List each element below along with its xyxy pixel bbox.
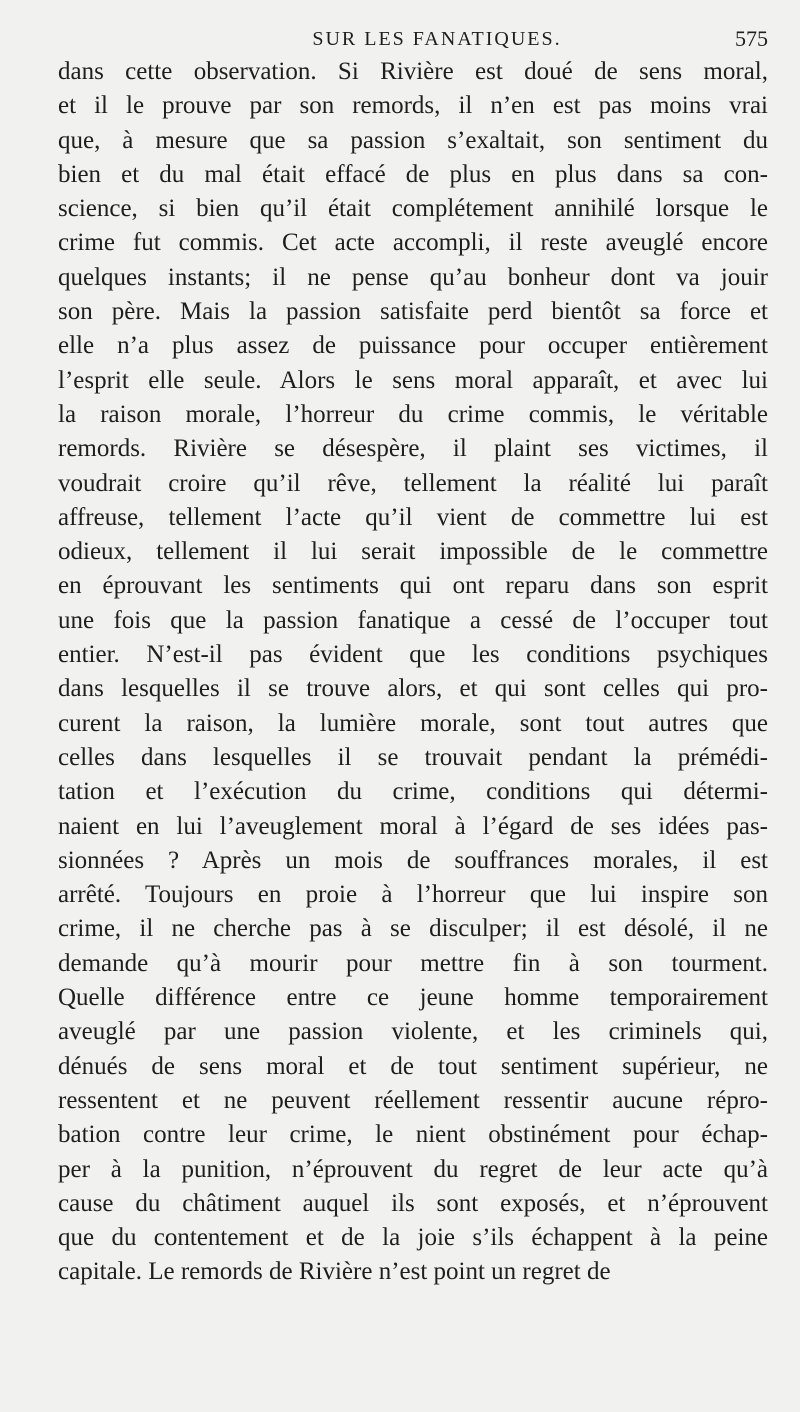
text-line: dans cette observation. Si Rivière est doué de sens moral,: [58, 58, 768, 85]
text-line: dans lesquelles il se trouve alors, et qui sont celles qui pro-: [58, 675, 768, 703]
text-line: capitale. Le remords de Rivière n’est point un regret de: [58, 1258, 611, 1286]
text-line: dénués de sens moral et de tout sentiment supérieur, ne: [58, 1052, 768, 1080]
text-line: que du contentement et de la joie s’ils échappent à la peine: [58, 1224, 768, 1252]
text-line: cause du châtiment auquel ils sont exposés, et n’éprouvent: [58, 1189, 768, 1217]
text-line: demande qu’à mourir pour mettre fin à son tourment.: [58, 949, 768, 977]
text-line: arrêté. Toujours en proie à l’horreur que lui inspire son: [58, 881, 768, 909]
text-line: naient en lui l’aveuglement moral à l’égard de ses idées pas-: [58, 812, 768, 840]
body-text: [58, 55, 768, 1290]
text-line: que, à mesure que sa passion s’exaltait, son sentiment du: [58, 126, 768, 154]
text-line: son père. Mais la passion satisfaite perd bientôt sa force et: [58, 298, 768, 326]
text-line: tation et l’exécution du crime, conditions qui détermi-: [58, 778, 768, 806]
text-line: entier. N’est-il pas évident que les conditions psychiques: [58, 641, 768, 669]
text-line: bien et du mal était effacé de plus en plus dans sa con-: [58, 160, 768, 188]
text-line: sionnées ? Après un mois de souffrances morales, il est: [58, 846, 768, 874]
text-line: en éprouvant les sentiments qui ont reparu dans son esprit: [58, 572, 768, 600]
running-header-title: SUR LES FANATIQUES.: [312, 28, 562, 50]
text-line: l’esprit elle seule. Alors le sens moral apparaît, et avec lui: [58, 366, 768, 394]
text-line: quelques instants; il ne pense qu’au bonheur dont va jouir: [58, 263, 768, 291]
text-line: crime, il ne cherche pas à se disculper; il est désolé, il ne: [58, 915, 768, 943]
text-line: elle n’a plus assez de puissance pour occuper entièrement: [58, 332, 768, 360]
text-line: affreuse, tellement l’acte qu’il vient de commettre lui est: [58, 503, 768, 531]
text-line: la raison morale, l’horreur du crime commis, le véritable: [58, 400, 768, 428]
text-line: et il le prouve par son remords, il n’en est pas moins vrai: [58, 92, 768, 120]
running-header: [58, 26, 768, 52]
text-line: voudrait croire qu’il rêve, tellement la réalité lui paraît: [58, 469, 768, 497]
text-line: une fois que la passion fanatique a cessé de l’occuper tout: [58, 606, 768, 634]
text-line: bation contre leur crime, le nient obstinément pour échap-: [58, 1121, 768, 1149]
text-line: aveuglé par une passion violente, et les criminels qui,: [58, 1018, 768, 1046]
text-line: science, si bien qu’il était complétement annihilé lorsque le: [58, 195, 768, 223]
text-line: odieux, tellement il lui serait impossible de le commettre: [58, 538, 768, 566]
page-number: 575: [735, 26, 768, 51]
text-line: per à la punition, n’éprouvent du regret de leur acte qu’à: [58, 1155, 768, 1183]
text-line: curent la raison, la lumière morale, sont tout autres que: [58, 709, 768, 737]
text-line: Quelle différence entre ce jeune homme temporairement: [58, 984, 768, 1012]
text-line: crime fut commis. Cet acte accompli, il reste aveuglé encore: [58, 229, 768, 257]
text-line: ressentent et ne peuvent réellement ressentir aucune répro-: [58, 1086, 768, 1114]
text-line: celles dans lesquelles il se trouvait pendant la prémédi-: [58, 743, 768, 771]
text-line: remords. Rivière se désespère, il plaint ses victimes, il: [58, 435, 768, 463]
